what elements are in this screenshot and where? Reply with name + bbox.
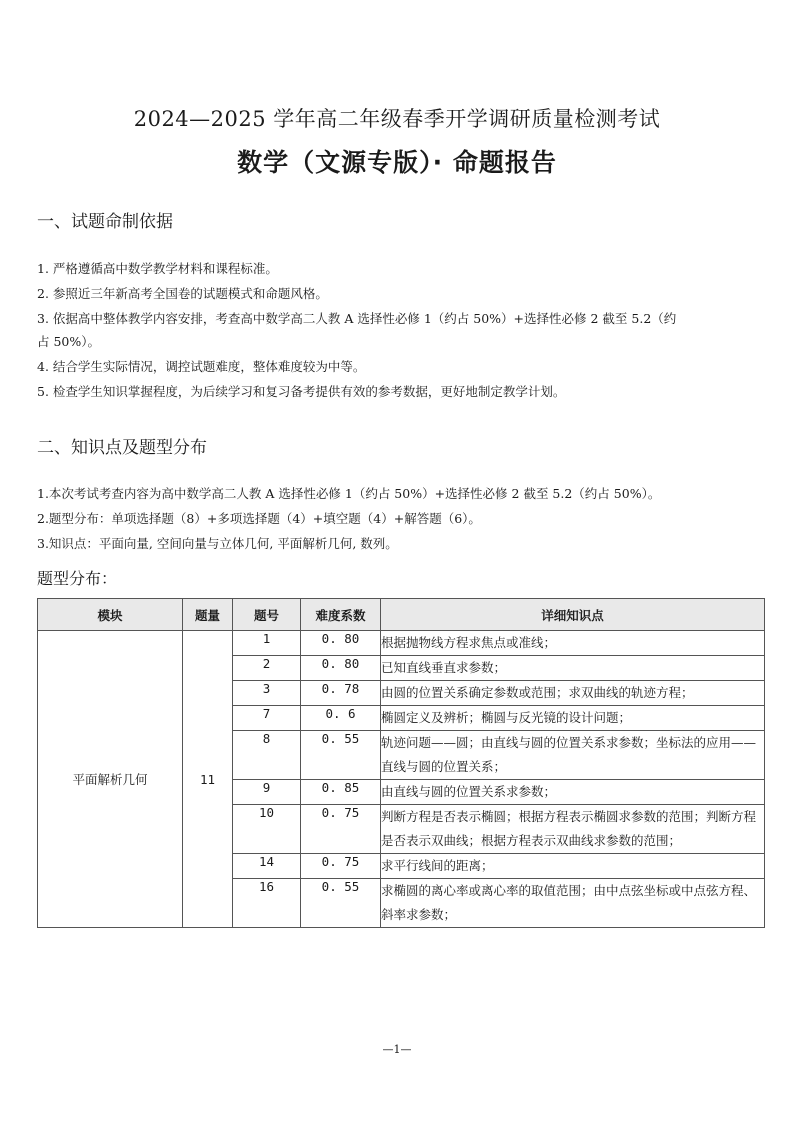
header-detail: 详细知识点 xyxy=(381,599,765,631)
question-no-cell: 8 xyxy=(233,731,301,780)
question-no-cell: 9 xyxy=(233,780,301,805)
header-module: 模块 xyxy=(38,599,183,631)
difficulty-cell: 0. 85 xyxy=(301,780,381,805)
question-no-cell: 7 xyxy=(233,706,301,731)
header-question-no: 题号 xyxy=(233,599,301,631)
question-no-cell: 3 xyxy=(233,681,301,706)
detail-cell: 判断方程是否表示椭圆；根据方程表示椭圆求参数的范围；判断方程是否表示双曲线；根据方程表示双曲线求参数的范围； xyxy=(381,805,765,854)
difficulty-cell: 0. 55 xyxy=(301,731,381,780)
detail-cell: 椭圆定义及辨析；椭圆与反光镜的设计问题； xyxy=(381,706,765,731)
detail-cell: 轨迹问题——圆；由直线与圆的位置关系求参数；坐标法的应用——直线与圆的位置关系； xyxy=(381,731,765,780)
topic-distribution-table xyxy=(37,598,765,928)
document-subtitle: 数学（文源专版）· 命题报告 xyxy=(237,148,557,177)
detail-cell: 由圆的位置关系确定参数或范围；求双曲线的轨迹方程； xyxy=(381,681,765,706)
page-number: —1— xyxy=(382,1043,412,1056)
basis-line-3: 3. 依据高中整体教学内容安排，考查高中数学高二人教 A 选择性必修 1（约占 50%）+选择性必修 2 截至 5.2（约 xyxy=(37,311,677,326)
question-no-cell: 14 xyxy=(233,854,301,879)
detail-cell: 已知直线垂直求参数； xyxy=(381,656,765,681)
question-no-cell: 16 xyxy=(233,879,301,928)
basis-line-2: 2. 参照近三年新高考全国卷的试题模式和命题风格。 xyxy=(37,286,328,301)
section-heading-basis: 一、试题命制依据 xyxy=(37,212,173,232)
distribution-line-3: 3.知识点：平面向量, 空间向量与立体几何, 平面解析几何, 数列。 xyxy=(37,536,398,551)
difficulty-cell: 0. 55 xyxy=(301,879,381,928)
difficulty-cell: 0. 78 xyxy=(301,681,381,706)
count-cell: 11 xyxy=(183,631,233,928)
detail-cell: 根据抛物线方程求焦点或准线； xyxy=(381,631,765,656)
question-no-cell: 10 xyxy=(233,805,301,854)
question-no-cell: 1 xyxy=(233,631,301,656)
distribution-line-2: 2.题型分布：单项选择题（8）+多项选择题（4）+填空题（4）+解答题（6）。 xyxy=(37,511,481,526)
header-difficulty: 难度系数 xyxy=(301,599,381,631)
detail-cell: 求椭圆的离心率或离心率的取值范围；由中点弦坐标或中点弦方程、斜率求参数； xyxy=(381,879,765,928)
document-title: 2024—2025 学年高二年级春季开学调研质量检测考试 xyxy=(133,107,661,131)
basis-line-3-cont: 占 50%）。 xyxy=(37,334,101,349)
detail-cell: 求平行线间的距离； xyxy=(381,854,765,879)
section-heading-distribution: 二、知识点及题型分布 xyxy=(37,438,207,458)
difficulty-cell: 0. 80 xyxy=(301,631,381,656)
basis-line-5: 5. 检查学生知识掌握程度，为后续学习和复习备考提供有效的参考数据，更好地制定教学计划。 xyxy=(37,384,566,399)
table-row xyxy=(38,631,765,656)
distribution-line-1: 1.本次考试考查内容为高中数学高二人教 A 选择性必修 1（约占 50%）+选择性必修 2 截至 5.2（约占 50%）。 xyxy=(37,486,661,501)
difficulty-cell: 0. 75 xyxy=(301,854,381,879)
basis-line-4: 4. 结合学生实际情况，调控试题难度，整体难度较为中等。 xyxy=(37,359,366,374)
header-count: 题量 xyxy=(183,599,233,631)
table-caption: 题型分布： xyxy=(37,569,118,588)
basis-line-1: 1. 严格遵循高中数学教学材料和课程标准。 xyxy=(37,261,278,276)
difficulty-cell: 0. 6 xyxy=(301,706,381,731)
table-header-row xyxy=(38,599,765,631)
module-cell: 平面解析几何 xyxy=(38,631,183,928)
detail-cell: 由直线与圆的位置关系求参数； xyxy=(381,780,765,805)
difficulty-cell: 0. 80 xyxy=(301,656,381,681)
question-no-cell: 2 xyxy=(233,656,301,681)
difficulty-cell: 0. 75 xyxy=(301,805,381,854)
